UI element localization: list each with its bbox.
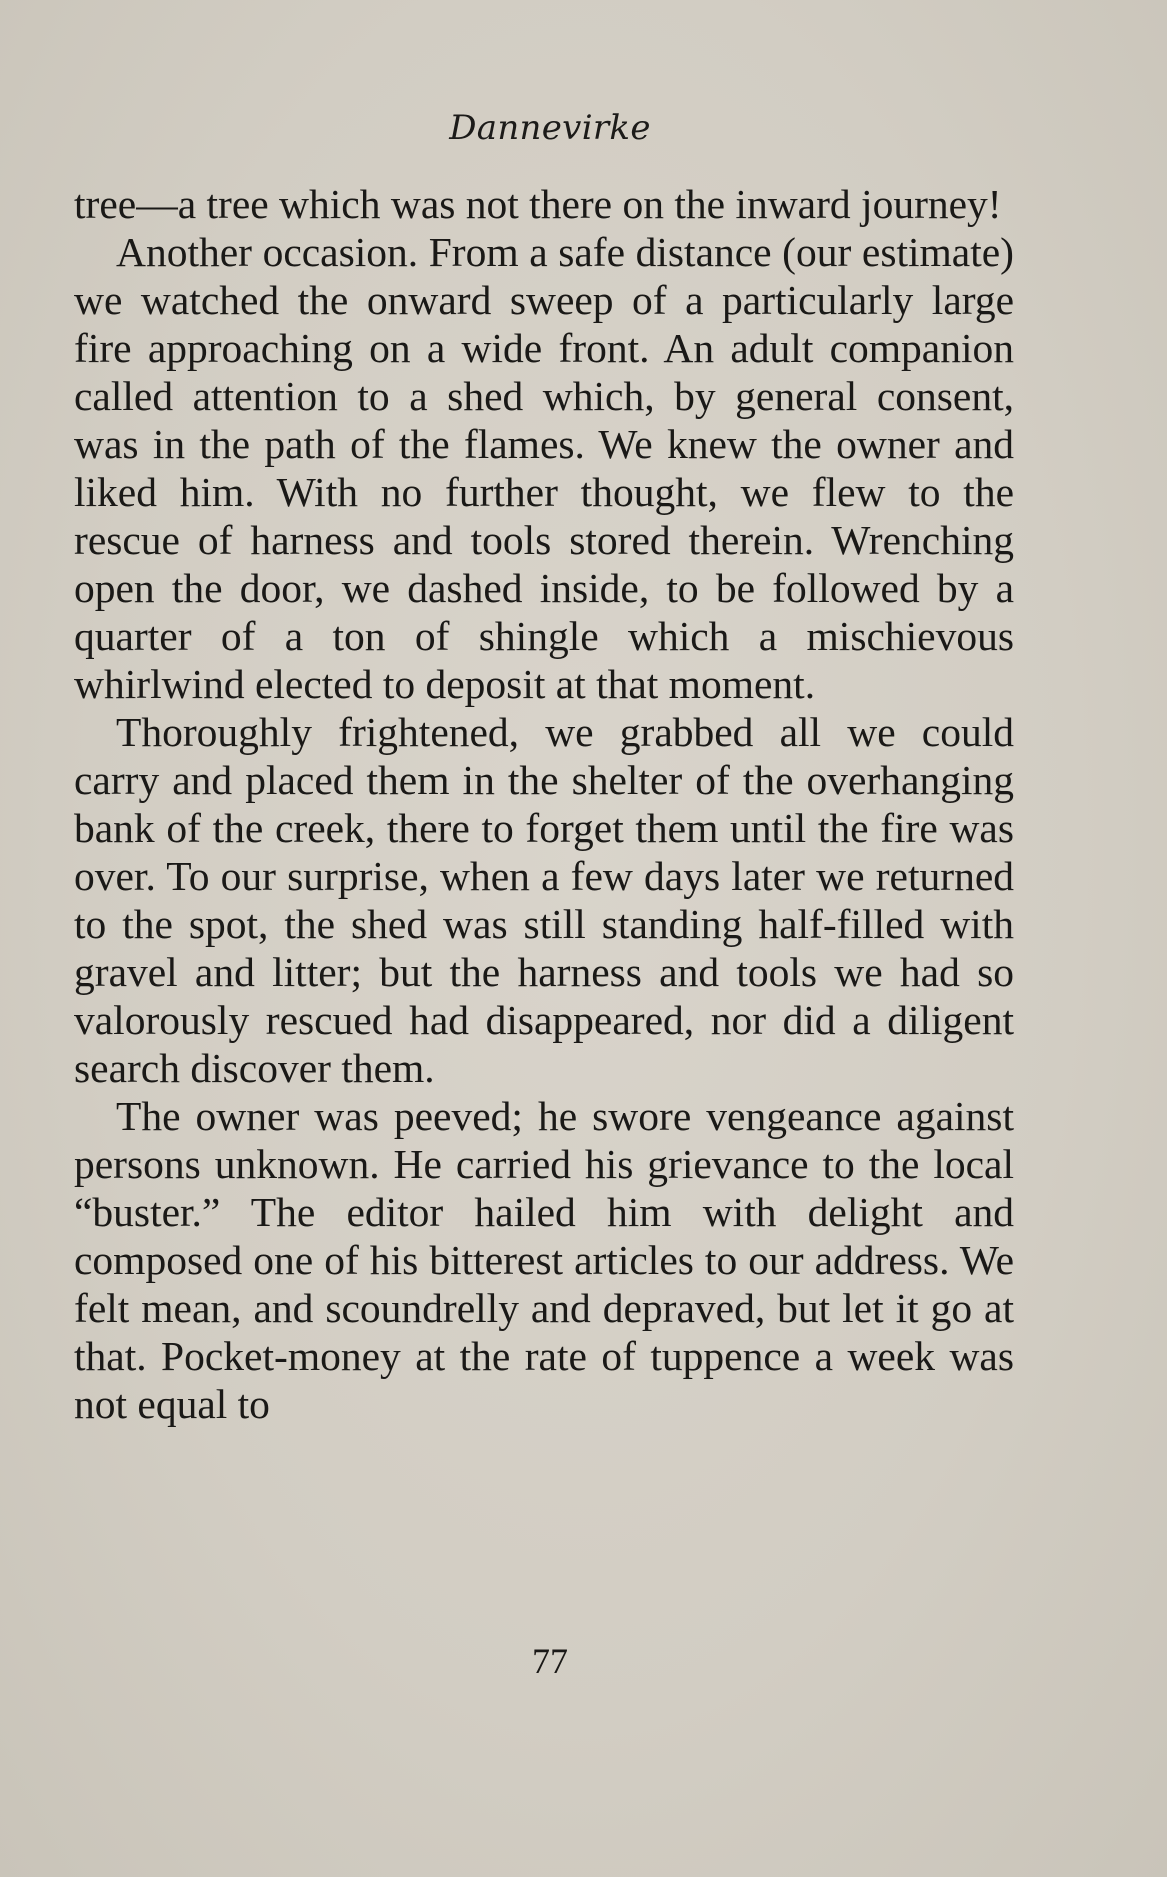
paragraph: Another occasion. From a safe distance (our estimate) we watched the onward sweep of a particularly large fire approaching on a wide front. An adult companion called attention to a shed which, by general consent, was in the path of the flames. We knew the owner and liked him. With no further thought, we flew to the rescue of harness and tools stored therein. Wrenching open the door, we dashed inside, to be followed by a quarter of a ton of shingle which a mischievous whirlwind elected to deposit at that moment. (74, 229, 1014, 707)
paragraph: Thoroughly frightened, we grabbed all we could carry and placed them in the shelter of the overhanging bank of the creek, there to forget them until the fire was over. To our surprise, when a few days later we returned to the spot, the shed was still standing half-filled with gravel and litter; but the harness and tools we had so valorously rescued had disappeared, nor did a diligent search discover them. (74, 709, 1014, 1091)
paragraph: The owner was peeved; he swore vengeance against persons unknown. He carried his grievance to the local “buster.” The editor hailed him with delight and composed one of his bitterest articles to our address. We felt mean, and scoundrelly and depraved, but let it go at that. Pocket-money at the rate of tuppence a week was not equal to (74, 1093, 1014, 1427)
body-text (74, 180, 1014, 1428)
running-head: Dannevirke (449, 108, 651, 148)
paragraph-continued: tree—a tree which was not there on the inward journey! (74, 181, 1002, 227)
page-number: 77 (532, 1641, 568, 1681)
